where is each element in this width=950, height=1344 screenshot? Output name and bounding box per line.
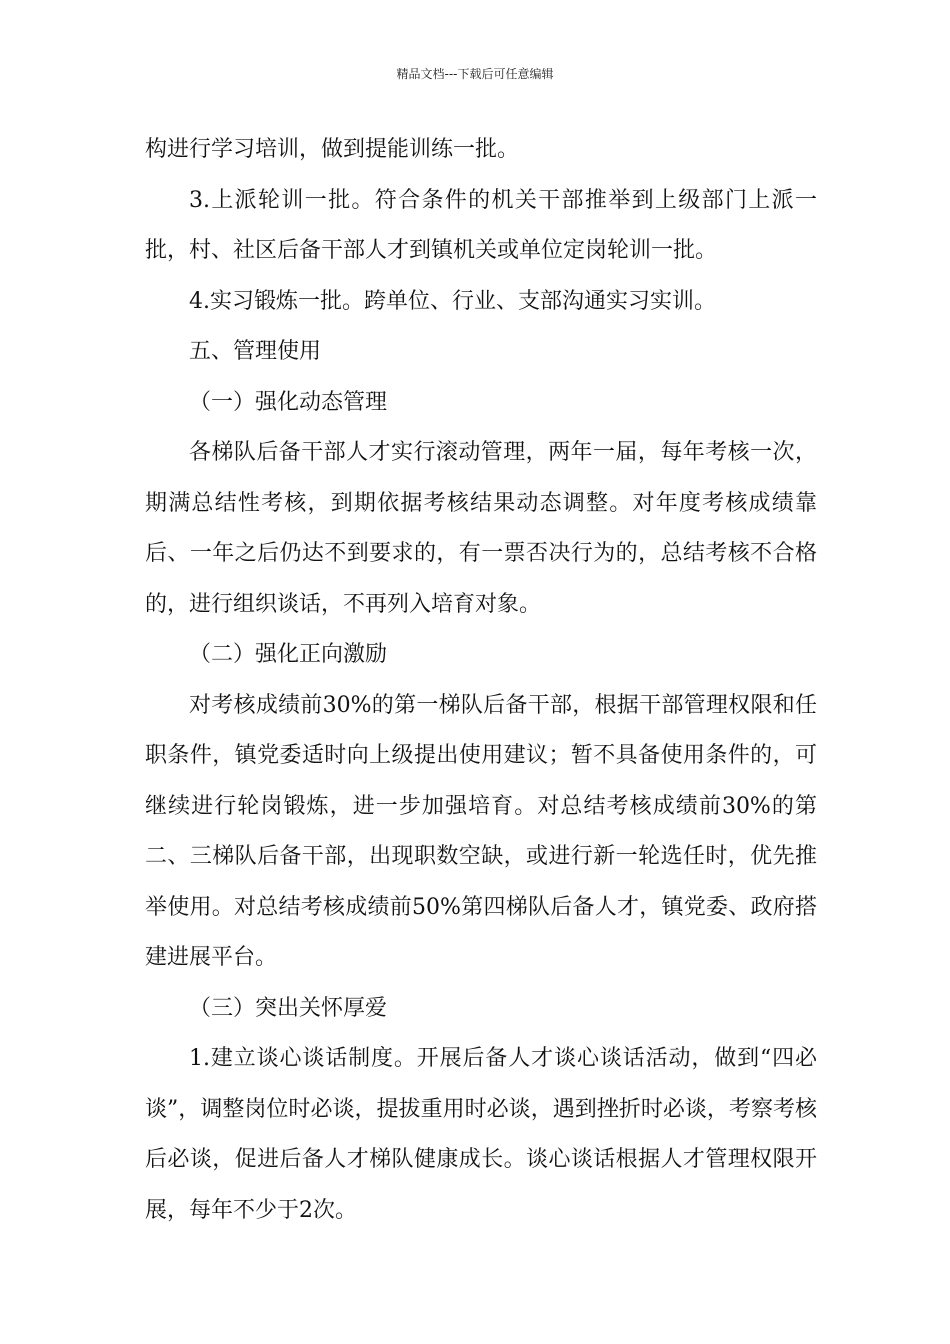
document-body [145,125,817,1236]
paragraph-item-3: 3.上派轮训一批。符合条件的机关干部推举到上级部门上派一批，村、社区后备干部人才到镇机关或单位定岗轮训一批。 [145,187,817,263]
paragraph-continuation: 构进行学习培训，做到提能训练一批。 [145,137,520,162]
subheading-positive-incentive: （二）强化正向激励 [189,642,388,667]
paragraph-talk-system: 1.建立谈心谈话制度。开展后备人才谈心谈话活动，做到“四必谈”，调整岗位时必谈，提拔重用时必谈，遇到挫折时必谈，考察考核后必谈，促进后备人才梯队健康成长。谈心谈话根据人才管理权限开展，每年不少于2次。 [145,1046,817,1223]
paragraph-item-4: 4.实习锻炼一批。跨单位、行业、支部沟通实习实训。 [189,288,716,314]
paragraph-dynamic-management: 各梯队后备干部人才实行滚动管理，两年一届，每年考核一次，期满总结性考核，到期依据考核结果动态调整。对年度考核成绩靠后、一年之后仍达不到要求的，有一票否决行为的，总结考核不合格的，进行组织谈话，不再列入培育对象。 [145,440,817,617]
subheading-care: （三）突出关怀厚爱 [189,995,388,1021]
paragraph-positive-incentive: 对考核成绩前30%的第一梯队后备干部，根据干部管理权限和任职条件，镇党委适时向上级提出使用建议；暂不具备使用条件的，可继续进行轮岗锻炼，进一步加强培育。对总结考核成绩前30%的第二、三梯队后备干部，出现职数空缺，或进行新一轮选任时，优先推举使用。对总结考核成绩前50%第四梯队后备人才，镇党委、政府搭建进展平台。 [145,692,817,970]
page-header: 精品文档---下载后可任意编辑 [396,67,554,81]
section-heading-management: 五、管理使用 [189,339,322,364]
subheading-dynamic-management: （一）强化动态管理 [189,389,388,415]
